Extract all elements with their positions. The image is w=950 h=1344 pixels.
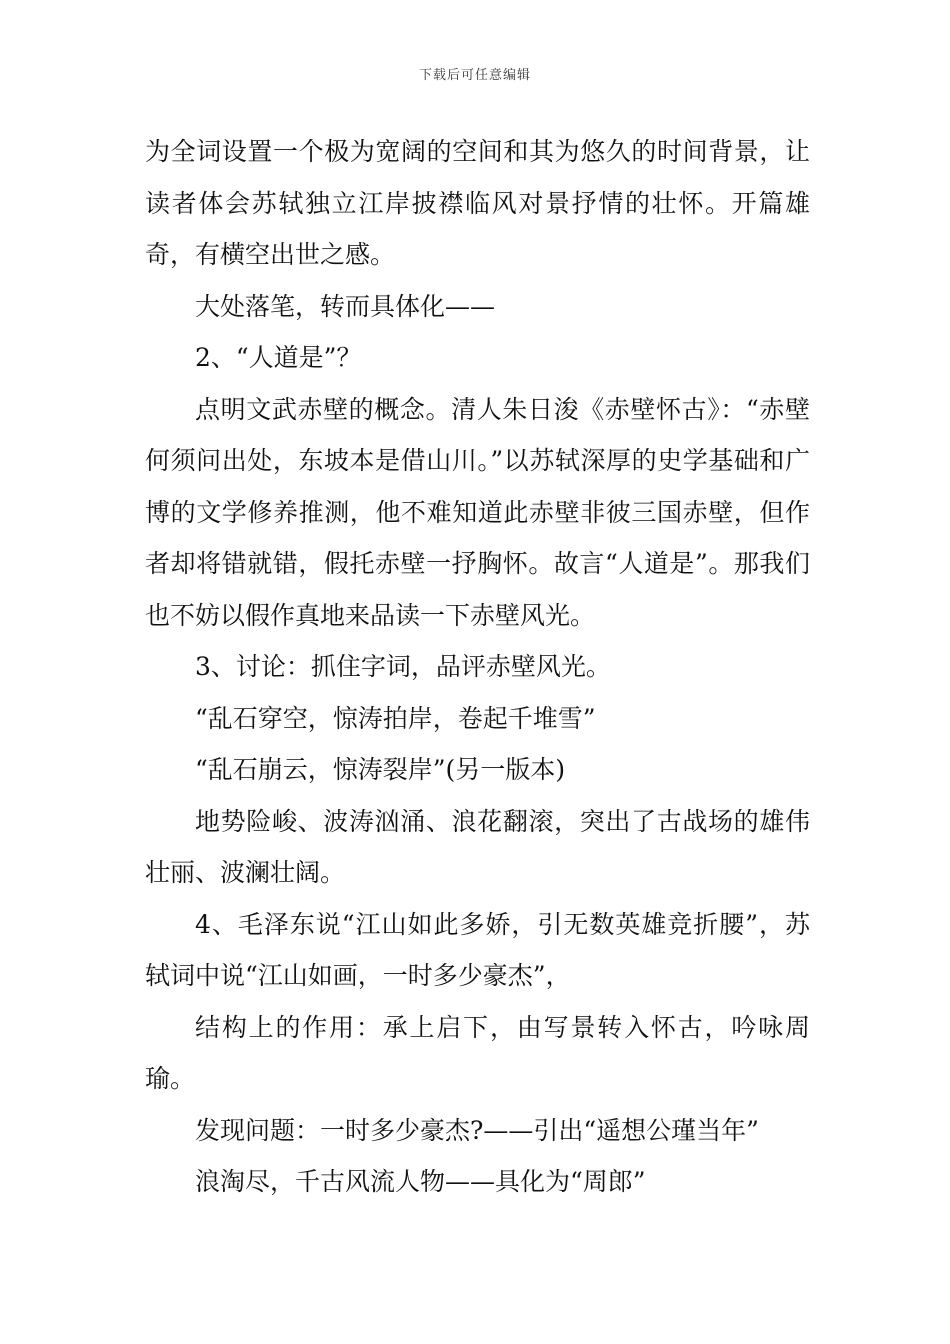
paragraph-12: 浪淘尽，千古风流人物——具化为“周郎” [195, 1167, 646, 1196]
page-header-note: 下载后可任意编辑 [418, 68, 531, 83]
paragraph-8: 地势险峻、波涛汹涌、浪花翻滚，突出了古战场的雄伟壮丽、波澜壮阔。 [145, 806, 810, 887]
paragraph-2: 大处落笔，转而具体化—— [195, 291, 496, 321]
paragraph-5: 3、讨论：抓住字词，品评赤壁风光。 [195, 652, 611, 681]
paragraph-6: “乱石穿空，惊涛拍岸，卷起千堆雪” [195, 703, 596, 733]
paragraph-9: 4、毛泽东说“江山如此多娇，引无数英雄竞折腰”，苏轼词中说“江山如画，一时多少豪杰”， [145, 909, 810, 990]
document-body [145, 126, 810, 1208]
paragraph-3: 2、“人道是”？ [195, 343, 362, 372]
paragraph-11: 发现问题：一时多少豪杰?——引出“遥想公瑾当年” [195, 1115, 759, 1145]
paragraph-1: 为全词设置一个极为宽阔的空间和其为悠久的时间背景，让读者体会苏轼独立江岸披襟临风对景抒情的壮怀。开篇雄奇，有横空出世之感。 [145, 137, 810, 269]
paragraph-10: 结构上的作用：承上启下，由写景转入怀古，吟咏周瑜。 [145, 1012, 810, 1093]
paragraph-4: 点明文武赤壁的概念。清人朱日浚《赤壁怀古》：“赤壁何须问出处，东坡本是借山川。”以苏轼深厚的史学基础和广博的文学修养推测，他不难知道此赤壁非彼三国赤壁，但作者却将错就错，假托赤壁一抒胸怀。故言“人道是”。那我们也不妨以假作真地来品读一下赤壁风光。 [145, 394, 810, 630]
paragraph-7: “乱石崩云，惊涛裂岸”(另一版本) [195, 755, 566, 784]
